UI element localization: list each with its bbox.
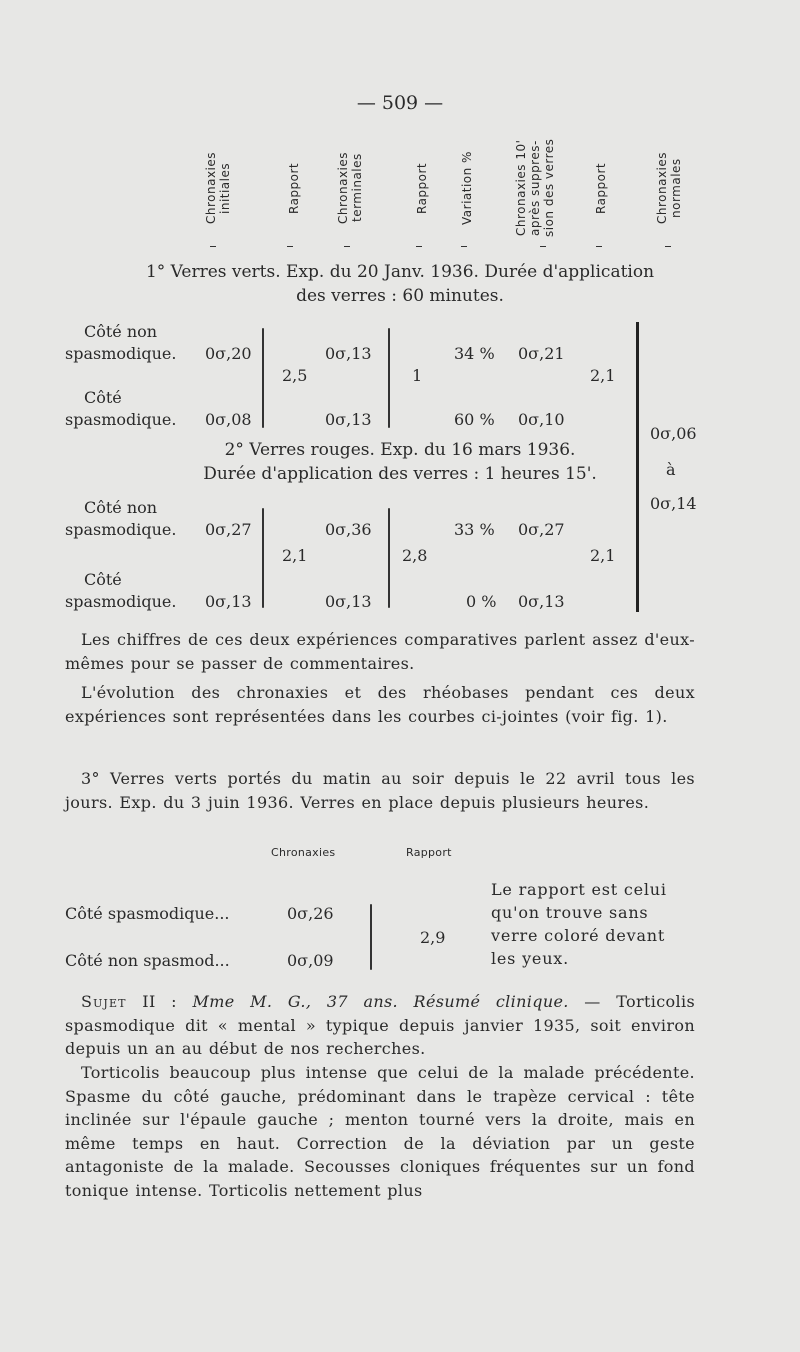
exp2-row1-label: Côté non [84, 498, 158, 517]
table2-note-line: qu'on trouve sans [491, 903, 649, 922]
exp1-row2-label: Côté [84, 388, 122, 407]
exp2-row2-terminal: 0σ,13 [325, 592, 372, 611]
table2-note-line: verre coloré devant [491, 926, 666, 945]
exp2-row1-after: 0σ,27 [518, 520, 565, 539]
table2-note-line: les yeux. [491, 949, 570, 968]
exp1-heading-line1: 1° Verres verts. Exp. du 20 Janv. 1936. Durée d'application [145, 262, 655, 282]
table2-note-line: Le rapport est celui [491, 880, 667, 899]
brace [262, 328, 264, 428]
exp2-row2-after: 0σ,13 [518, 592, 565, 611]
exp2-rapport-initial: 2,1 [282, 546, 308, 565]
paragraph-3: 3° Verres verts portés du matin au soir depuis le 22 avril tous les jours. Exp. du 3 juin 1936. Verres en place depuis plusieurs heures. [65, 769, 695, 812]
exp1-rapport-terminal: 1 [412, 366, 423, 385]
exp2-row2-initial: 0σ,13 [205, 592, 252, 611]
exp2-row1-label: spasmodique. [65, 520, 177, 539]
exp1-row2-variation: 60 % [454, 410, 495, 429]
header-rapport-1: Rapport [287, 162, 301, 214]
paragraph-2: L'évolution des chronaxies et des rhéobases pendant ces deux expériences sont représentées dans les courbes ci-jointes (voir fig. 1). [65, 683, 695, 726]
table2-rapport: 2,9 [420, 928, 446, 947]
exp1-row1-label: Côté non [84, 322, 158, 341]
exp2-row1-terminal: 0σ,36 [325, 520, 372, 539]
exp1-row1-variation: 34 % [454, 344, 495, 363]
exp2-heading-line2: Durée d'application des verres : 1 heures 15'. [203, 464, 597, 484]
exp2-row2-label: spasmodique. [65, 592, 177, 611]
exp2-row1-initial: 0σ,27 [205, 520, 252, 539]
header-dash [540, 246, 546, 247]
exp1-row1-after: 0σ,21 [518, 344, 565, 363]
header-dash [210, 246, 216, 247]
exp1-rapport-initial: 2,5 [282, 366, 308, 385]
paragraph-4: Sujet II : Mme M. G., 37 ans. Résumé clinique. — Torticolis spasmodique dit « mental » typique depuis janvier 1935, soit environ depuis un an au début de nos recherches. [65, 992, 696, 1058]
header-dash [461, 246, 467, 247]
brace [388, 508, 390, 608]
exp1-row2-terminal: 0σ,13 [325, 410, 372, 429]
normales-separator: à [666, 460, 676, 479]
patient-info: Mme M. G., 37 ans. Résumé clinique. [192, 992, 569, 1011]
exp1-row2-initial: 0σ,08 [205, 410, 252, 429]
header-dash [287, 246, 293, 247]
table2-row1-value: 0σ,26 [287, 904, 334, 923]
header-dash [344, 246, 350, 247]
table2-header-rapport: Rapport [406, 846, 452, 859]
brace [388, 328, 390, 428]
exp1-heading-line2: des verres : 60 minutes. [296, 286, 504, 306]
brace [262, 508, 264, 608]
header-variation: Variation % [460, 151, 474, 225]
exp1-row2-label: spasmodique. [65, 410, 177, 429]
paragraph-5: Torticolis beaucoup plus intense que celui de la malade précédente. Spasme du côté gauche, prédominant dans le trapèze cervical : tête inclinée sur l'épaule gauche ; menton tourné vers la droite, mais en même temps en haut. Correction de la déviation par un geste antagoniste de la malade. Secousses cloniques fréquentes sur un fond tonique intense. Torticolis nettement plus [65, 1063, 695, 1200]
brace [370, 904, 372, 970]
header-dash [665, 246, 671, 247]
normales-max: 0σ,14 [650, 494, 697, 513]
paragraph-1: Les chiffres de ces deux expériences comparatives parlent assez d'eux-mêmes pour se passer de commentaires. [65, 630, 695, 673]
exp2-row1-variation: 33 % [454, 520, 495, 539]
table2-row2-label: Côté non spasmod... [65, 951, 230, 970]
header-dash [596, 246, 602, 247]
normales-bracket [636, 322, 639, 612]
exp1-row2-after: 0σ,10 [518, 410, 565, 429]
exp2-row2-label: Côté [84, 570, 122, 589]
normales-min: 0σ,06 [650, 424, 697, 443]
exp2-row2-variation: 0 % [466, 592, 497, 611]
header-chronaxies-terminales: Chronaxies terminales [336, 151, 364, 225]
page-number: — 509 — [356, 92, 444, 114]
exp2-rapport-after: 2,1 [590, 546, 616, 565]
table2-row1-label: Côté spasmodique... [65, 904, 230, 923]
sujet-label: Sujet [81, 992, 127, 1011]
header-chronaxies-initiales: Chronaxies initiales [204, 151, 232, 225]
exp1-rapport-after: 2,1 [590, 366, 616, 385]
header-rapport-3: Rapport [594, 162, 608, 214]
exp1-row1-initial: 0σ,20 [205, 344, 252, 363]
exp1-row1-terminal: 0σ,13 [325, 344, 372, 363]
table2-header-chronaxies: Chronaxies [271, 846, 336, 859]
header-rapport-2: Rapport [415, 162, 429, 214]
header-dash [416, 246, 422, 247]
table2-row2-value: 0σ,09 [287, 951, 334, 970]
exp2-heading-line1: 2° Verres rouges. Exp. du 16 mars 1936. [224, 440, 576, 460]
header-chronaxies-apres: Chronaxies 10' après suppres-sion des verres [514, 138, 556, 238]
header-chronaxies-normales: Chronaxies normales [655, 151, 683, 225]
exp1-row1-label: spasmodique. [65, 344, 177, 363]
exp2-rapport-terminal: 2,8 [402, 546, 428, 565]
